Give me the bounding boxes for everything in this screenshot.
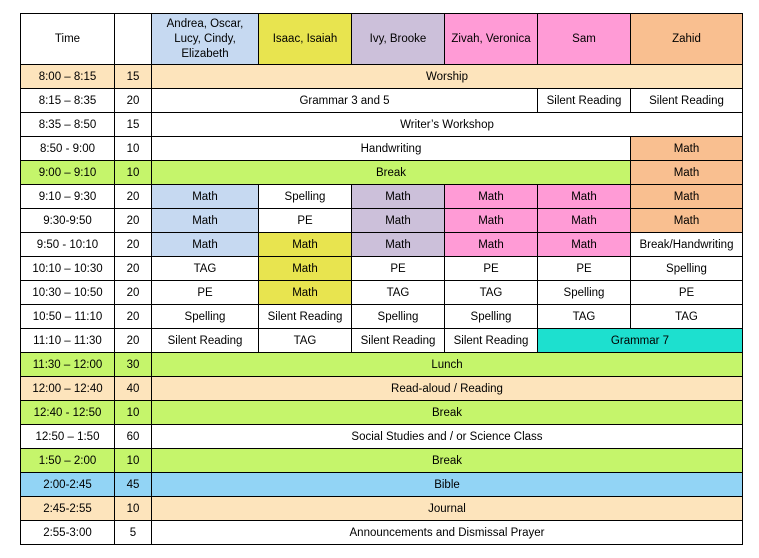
activity-cell: Spelling (538, 281, 631, 305)
time-cell: 8:00 – 8:15 (21, 65, 115, 89)
activity-cell: Silent Reading (631, 89, 743, 113)
header-group-3: Ivy, Brooke (352, 14, 445, 65)
schedule-row (21, 377, 743, 401)
schedule-row (21, 449, 743, 473)
time-cell: 2:00-2:45 (21, 473, 115, 497)
header-minutes (115, 14, 152, 65)
activity-cell: TAG (445, 281, 538, 305)
activity-cell: Math (631, 209, 743, 233)
minutes-cell: 10 (115, 161, 152, 185)
minutes-cell: 10 (115, 137, 152, 161)
minutes-cell: 20 (115, 257, 152, 281)
activity-cell: Silent Reading (352, 329, 445, 353)
minutes-cell: 20 (115, 305, 152, 329)
time-cell: 10:10 – 10:30 (21, 257, 115, 281)
schedule-row (21, 233, 743, 257)
activity-cell: Break (152, 161, 631, 185)
minutes-cell: 20 (115, 233, 152, 257)
schedule-row (21, 497, 743, 521)
activity-cell: Math (445, 233, 538, 257)
header-row (21, 14, 743, 65)
activity-cell: Math (631, 185, 743, 209)
schedule-row (21, 425, 743, 449)
activity-cell: Spelling (352, 305, 445, 329)
activity-cell: Grammar 7 (538, 329, 743, 353)
minutes-cell: 10 (115, 401, 152, 425)
activity-cell: Silent Reading (152, 329, 259, 353)
activity-cell: Math (259, 257, 352, 281)
minutes-cell: 20 (115, 89, 152, 113)
schedule-table (20, 13, 743, 545)
header-group-6: Zahid (631, 14, 743, 65)
time-cell: 2:55-3:00 (21, 521, 115, 545)
minutes-cell: 20 (115, 281, 152, 305)
time-cell: 1:50 – 2:00 (21, 449, 115, 473)
schedule-row (21, 401, 743, 425)
activity-cell: Break/Handwriting (631, 233, 743, 257)
activity-cell: Grammar 3 and 5 (152, 89, 538, 113)
minutes-cell: 30 (115, 353, 152, 377)
activity-cell: Math (538, 233, 631, 257)
activity-cell: Math (259, 281, 352, 305)
time-cell: 10:50 – 11:10 (21, 305, 115, 329)
activity-cell: Social Studies and / or Science Class (152, 425, 743, 449)
activity-cell: Math (152, 209, 259, 233)
activity-cell: Math (259, 233, 352, 257)
activity-cell: Silent Reading (538, 89, 631, 113)
activity-cell: Bible (152, 473, 743, 497)
activity-cell: PE (152, 281, 259, 305)
minutes-cell: 10 (115, 449, 152, 473)
activity-cell: Math (538, 185, 631, 209)
minutes-cell: 10 (115, 497, 152, 521)
schedule-row (21, 329, 743, 353)
activity-cell: PE (352, 257, 445, 281)
minutes-cell: 40 (115, 377, 152, 401)
schedule-row (21, 281, 743, 305)
activity-cell: TAG (259, 329, 352, 353)
minutes-cell: 15 (115, 113, 152, 137)
activity-cell: Math (445, 209, 538, 233)
schedule-row (21, 305, 743, 329)
time-cell: 8:50 - 9:00 (21, 137, 115, 161)
time-cell: 9:00 – 9:10 (21, 161, 115, 185)
activity-cell: Silent Reading (445, 329, 538, 353)
schedule-row (21, 473, 743, 497)
activity-cell: Math (152, 185, 259, 209)
activity-cell: Math (445, 185, 538, 209)
time-cell: 9:30-9:50 (21, 209, 115, 233)
activity-cell: Spelling (152, 305, 259, 329)
time-cell: 12:00 – 12:40 (21, 377, 115, 401)
activity-cell: Break (152, 449, 743, 473)
schedule-row (21, 161, 743, 185)
header-group-1: Andrea, Oscar, Lucy, Cindy, Elizabeth (152, 14, 259, 65)
time-cell: 9:50 - 10:10 (21, 233, 115, 257)
activity-cell: Math (152, 233, 259, 257)
activity-cell: TAG (631, 305, 743, 329)
activity-cell: Writer’s Workshop (152, 113, 743, 137)
minutes-cell: 20 (115, 209, 152, 233)
activity-cell: Math (352, 185, 445, 209)
header-group-4: Zivah, Veronica (445, 14, 538, 65)
schedule-body (21, 14, 743, 545)
header-time: Time (21, 14, 115, 65)
schedule-row (21, 185, 743, 209)
time-cell: 12:50 – 1:50 (21, 425, 115, 449)
activity-cell: PE (631, 281, 743, 305)
schedule-row (21, 521, 743, 545)
time-cell: 8:35 – 8:50 (21, 113, 115, 137)
header-group-2: Isaac, Isaiah (259, 14, 352, 65)
schedule-row (21, 89, 743, 113)
activity-cell: Math (538, 209, 631, 233)
activity-cell: TAG (352, 281, 445, 305)
activity-cell: Worship (152, 65, 743, 89)
activity-cell: Spelling (445, 305, 538, 329)
minutes-cell: 20 (115, 185, 152, 209)
minutes-cell: 20 (115, 329, 152, 353)
activity-cell: TAG (152, 257, 259, 281)
activity-cell: Lunch (152, 353, 743, 377)
time-cell: 2:45-2:55 (21, 497, 115, 521)
time-cell: 11:10 – 11:30 (21, 329, 115, 353)
minutes-cell: 5 (115, 521, 152, 545)
activity-cell: Math (631, 161, 743, 185)
minutes-cell: 60 (115, 425, 152, 449)
time-cell: 12:40 - 12:50 (21, 401, 115, 425)
minutes-cell: 15 (115, 65, 152, 89)
activity-cell: PE (445, 257, 538, 281)
activity-cell: Break (152, 401, 743, 425)
minutes-cell: 45 (115, 473, 152, 497)
activity-cell: Spelling (631, 257, 743, 281)
schedule-row (21, 137, 743, 161)
activity-cell: Math (352, 209, 445, 233)
schedule-row (21, 113, 743, 137)
header-group-5: Sam (538, 14, 631, 65)
activity-cell: Announcements and Dismissal Prayer (152, 521, 743, 545)
schedule-row (21, 353, 743, 377)
activity-cell: Silent Reading (259, 305, 352, 329)
activity-cell: TAG (538, 305, 631, 329)
time-cell: 9:10 – 9:30 (21, 185, 115, 209)
schedule-row (21, 209, 743, 233)
activity-cell: Math (631, 137, 743, 161)
schedule-row (21, 65, 743, 89)
activity-cell: Spelling (259, 185, 352, 209)
time-cell: 10:30 – 10:50 (21, 281, 115, 305)
activity-cell: PE (538, 257, 631, 281)
activity-cell: Journal (152, 497, 743, 521)
time-cell: 8:15 – 8:35 (21, 89, 115, 113)
activity-cell: Handwriting (152, 137, 631, 161)
activity-cell: Math (352, 233, 445, 257)
time-cell: 11:30 – 12:00 (21, 353, 115, 377)
schedule-row (21, 257, 743, 281)
activity-cell: Read-aloud / Reading (152, 377, 743, 401)
activity-cell: PE (259, 209, 352, 233)
